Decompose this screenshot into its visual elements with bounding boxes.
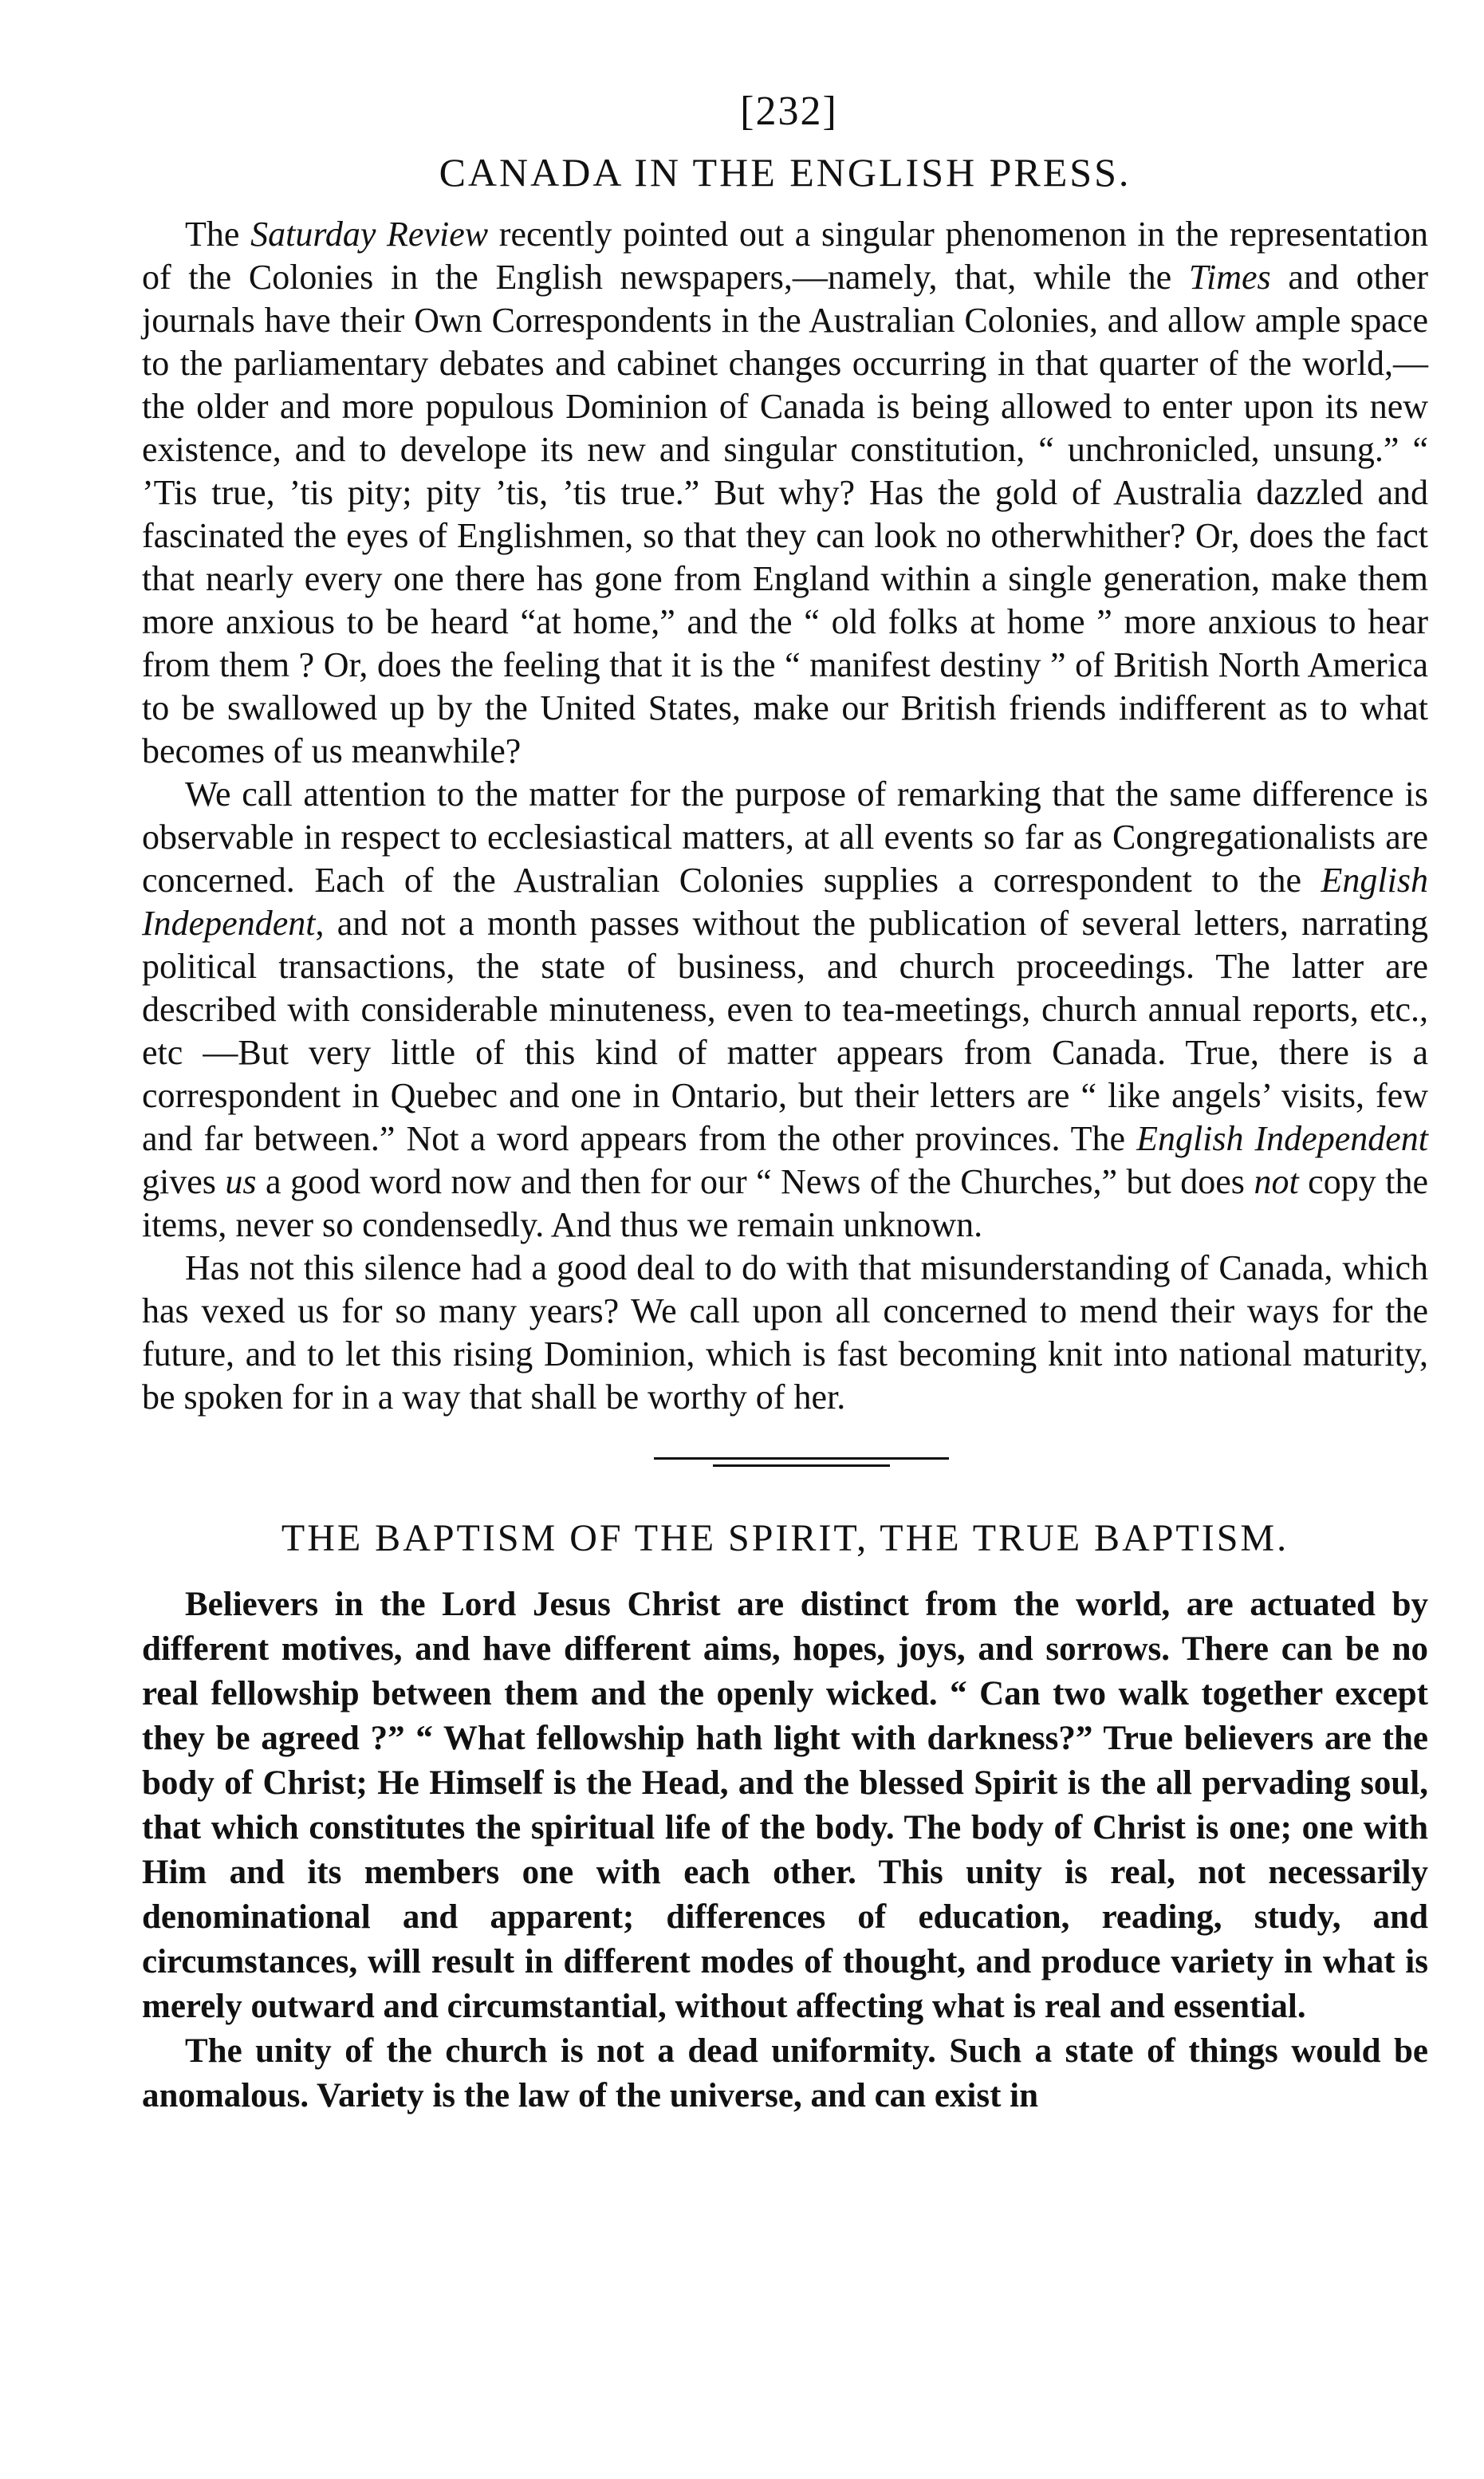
text-run: a good word now and then for our “ News of the Churches,” but does <box>256 1162 1254 1201</box>
text-run: , and not a month passes without the publication of several letters, narrating political transactions, the state of business, and church proceedings. The latter are described with considerable minuteness, even to tea-meetings, church annual reports, etc., etc —But very little of this kind of matter appears from Canada. True, there is a correspondent in Quebec and one in Ontario, but their letters are “ like angels’ visits, few and far between.” Not a word appears from the other provinces. The <box>142 904 1428 1158</box>
paragraph <box>142 1247 1428 1419</box>
article-body-baptism <box>142 1582 1428 2118</box>
text-run: The <box>185 215 251 254</box>
article-body-canada <box>142 213 1428 1419</box>
paragraph: The unity of the church is not a dead uniformity. Such a state of things would be anomalous. Variety is the law of the universe, and can exist in <box>142 2032 1428 2114</box>
text-run: and other journals have their Own Correspondents in the Australian Colonies, and allow ample space to the parliamentary debates and cabinet changes occurring in that quarter of the world,—the older and more populous Dominion of Canada is being allowed to enter upon its new existence, and to develope its new and singular constitution, “ unchronicled, unsung.” “ ’Tis true, ’tis pity; pity ’tis, ’tis true.” But why? Has the gold of Australia dazzled and fascinated the eyes of Englishmen, so that they can look no otherwhither? Or, does the fact that nearly every one there has gone from England within a single generation, make them more anxious to be heard “at home,” and the “ old folks at home ” more anxious to hear from them ? Or, does the feeling that it is the “ manifest destiny ” of British North America to be swallowed up by the United States, make our British friends indifferent as to what becomes of us meanwhile? <box>142 258 1429 770</box>
article-title-canada: CANADA IN THE ENGLISH PRESS. <box>439 150 1132 195</box>
text-run: copy the items, never so condensedly. And thus we remain unknown. <box>142 1162 1428 1244</box>
text-run: Has not this silence had a good deal to do with that misunderstanding of Canada, which has vexed us for so many years? We call upon all concerned to mend their ways for the future, and to let this rising Dominion, which is fast becoming knit into national maturity, be spoken for in a way that shall be worthy of her. <box>142 1248 1428 1417</box>
italic-text: Saturday Review <box>250 215 489 254</box>
page-number: [232] <box>740 89 838 134</box>
text-run: We call attention to the matter for the purpose of remarking that the same difference is observable in respect to ecclesiastical matters, at all events so far as Congregationalists are concerned. Each of the Australian Colonies supplies a correspondent to the <box>142 774 1428 900</box>
divider-rule <box>654 1457 949 1460</box>
italic-text: not <box>1254 1162 1299 1201</box>
section-divider <box>622 1457 949 1467</box>
italic-text: Times <box>1188 258 1271 297</box>
paragraph: Believers in the Lord Jesus Christ are distinct from the world, are actuated by different motives, and have different aims, hopes, joys, and sorrows. There can be no real fellowship between them and the openly wicked. “ Can two walk together except they be agreed ?” “ What fellowship hath light with darkness?” True believers are the body of Christ; He Himself is the Head, and the blessed Spirit is the all pervading soul, that which constitutes the spiritual life of the body. The body of Christ is one; one with Him and its members one with each other. This unity is real, not necessarily denominational and apparent; differences of education, reading, study, and circumstances, will result in different modes of thought, and produce variety in what is merely outward and circumstantial, without affecting what is real and essential. <box>142 1586 1428 2025</box>
italic-text: English Independent <box>142 861 1428 943</box>
article-title-baptism: THE BAPTISM OF THE SPIRIT, THE TRUE BAPTISM. <box>281 1517 1289 1559</box>
divider-rule-short <box>713 1464 890 1467</box>
paragraph <box>142 213 1428 773</box>
italic-text: us <box>225 1162 257 1201</box>
text-run: recently pointed out a singular phenomenon in the representation of the Colonies in the English newspapers,—namely, that, while the <box>142 215 1429 297</box>
text-run: gives <box>142 1162 226 1201</box>
paragraph <box>142 773 1428 1247</box>
italic-text: English Independent <box>1136 1119 1428 1158</box>
